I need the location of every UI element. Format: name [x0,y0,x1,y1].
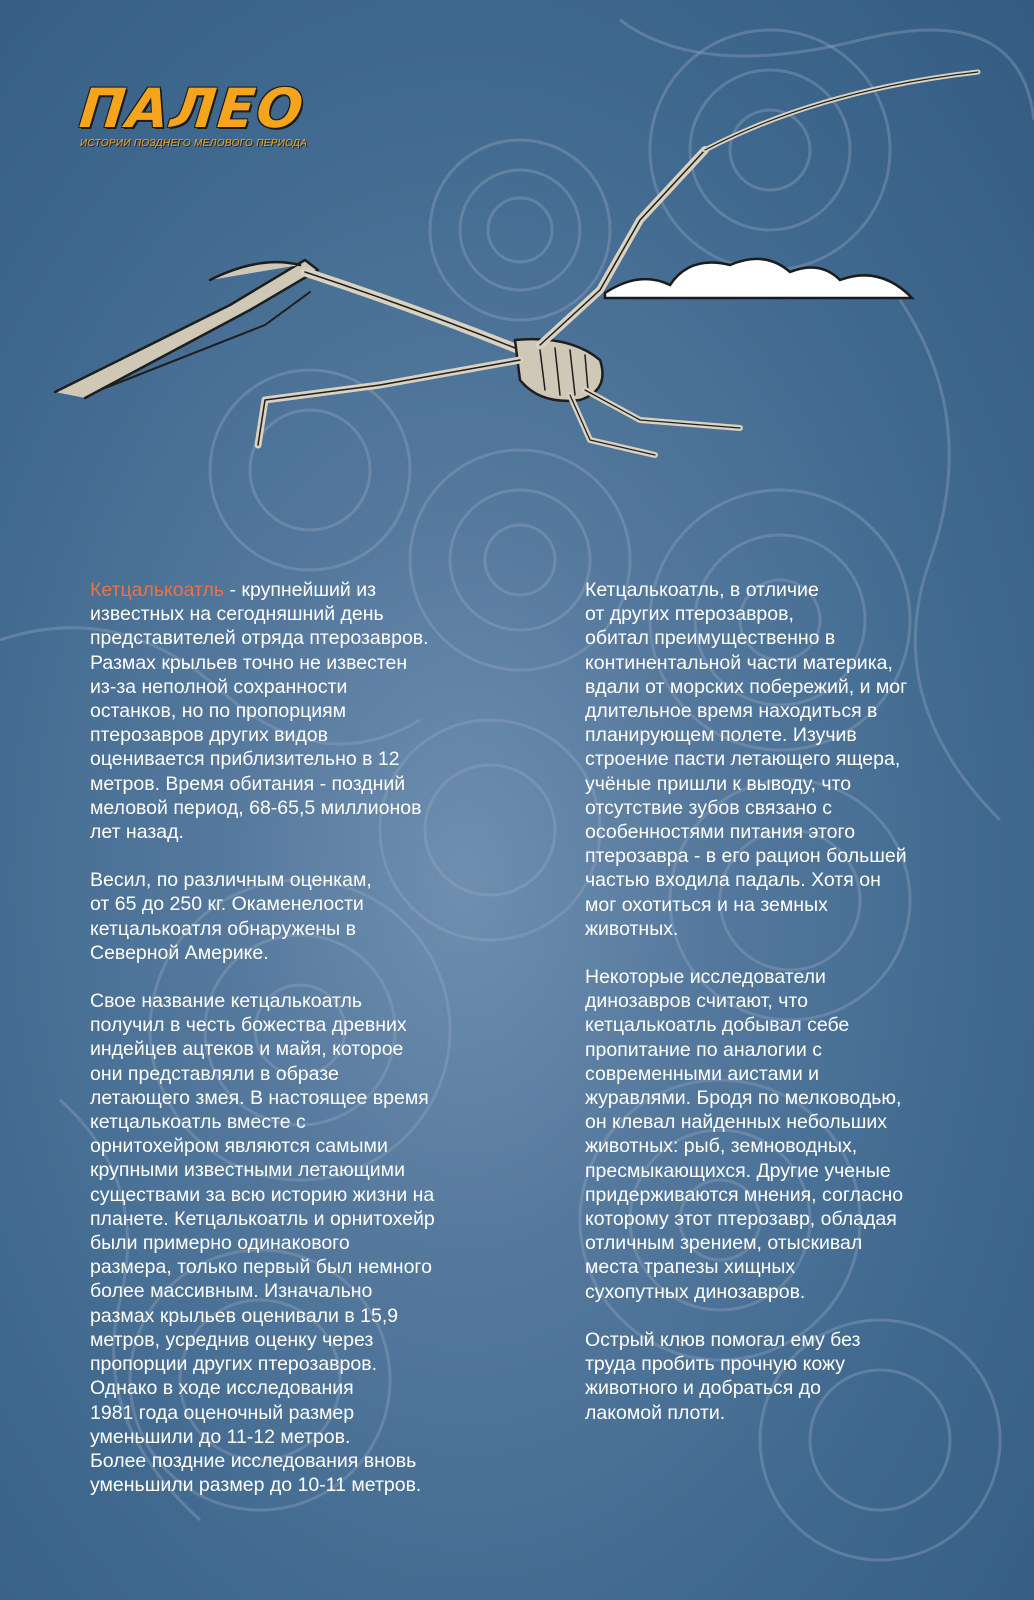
paragraph-habitat: Кетцалькоатль, в отличие от других птерозавров, обитал преимущественно в континентальной части материка, вдали от морских побережий, и мог длительное время находиться в планирующем полете. Изучив строение пасти летающего ящера, учёные пришли к выводу, что отсутствие зубов связано с особенностями питания этого птерозавра - в его рацион большей частью входила падаль. Хотя он мог охотиться и на земных животных. [585,579,908,940]
paragraph-intro-text: - крупнейший из известных на сегодняшний день представителей отряда птерозавров. Размах крыльев точно не известен из-за неполной сохранности останков, но по пропорциям птерозавров других видов оценивается приблизительно в 12 метров. Время обитания - поздний меловой период, 68-65,5 миллионов лет назад. [90,579,429,844]
paragraph-feeding: Некоторые исследователи динозавров считают, что кетцалькоатль добывал себе пропитание по аналогии с современными аистами и журавлями. Бродя по мелководью, он клевал найденных небольших животных: рыб, земноводных, пресмыкающихся. Другие ученые придерживаются мнения, согласно которому этот птерозавр, обладая отличным зрением, отыскивал места трапезы хищных сухопутных динозавров. [585,966,904,1303]
paragraph-weight: Весил, по различным оценкам, от 65 до 250 кг. Окаменелости кетцалькоатля обнаружены в Северной Америке. [90,869,372,964]
right-text-column [585,578,985,1449]
logo-title: ПАЛЕО [76,77,309,140]
paragraph-intro [90,578,510,844]
highlighted-term: Кетцалькоатль [90,579,225,601]
logo-subtitle: ИСТОРИИ ПОЗДНЕГО МЕЛОВОГО ПЕРИОДА [80,138,308,149]
pterosaur-skeleton-icon [0,60,1034,480]
paragraph-beak: Острый клюв помогал ему без труда пробить прочную кожу животного и добраться до лакомой плоти. [585,1328,861,1424]
paragraph-name-origin: Свое название кетцалькоатль получил в честь божества древних индейцев ацтеков и майя, которое они представляли в образе летающего змея. В настоящее время кетцалькоатль вместе с орнитохейром являются самыми крупными известными летающими существами за всю историю жизни на планете. Кетцалькоатль и орнитохейр были примерно одинакового размера, только первый был немного более массивным. Изначально размах крыльев оценивали в 15,9 метров, усреднив оценку через пропорции других птерозавров. Однако в ходе исследования 1981 года оценочный размер уменьшили до 11-12 метров. Более поздние исследования вновь уменьшили размер до 10-11 метров. [90,990,435,1497]
left-text-column [90,578,510,1521]
cloud-icon [605,259,912,298]
